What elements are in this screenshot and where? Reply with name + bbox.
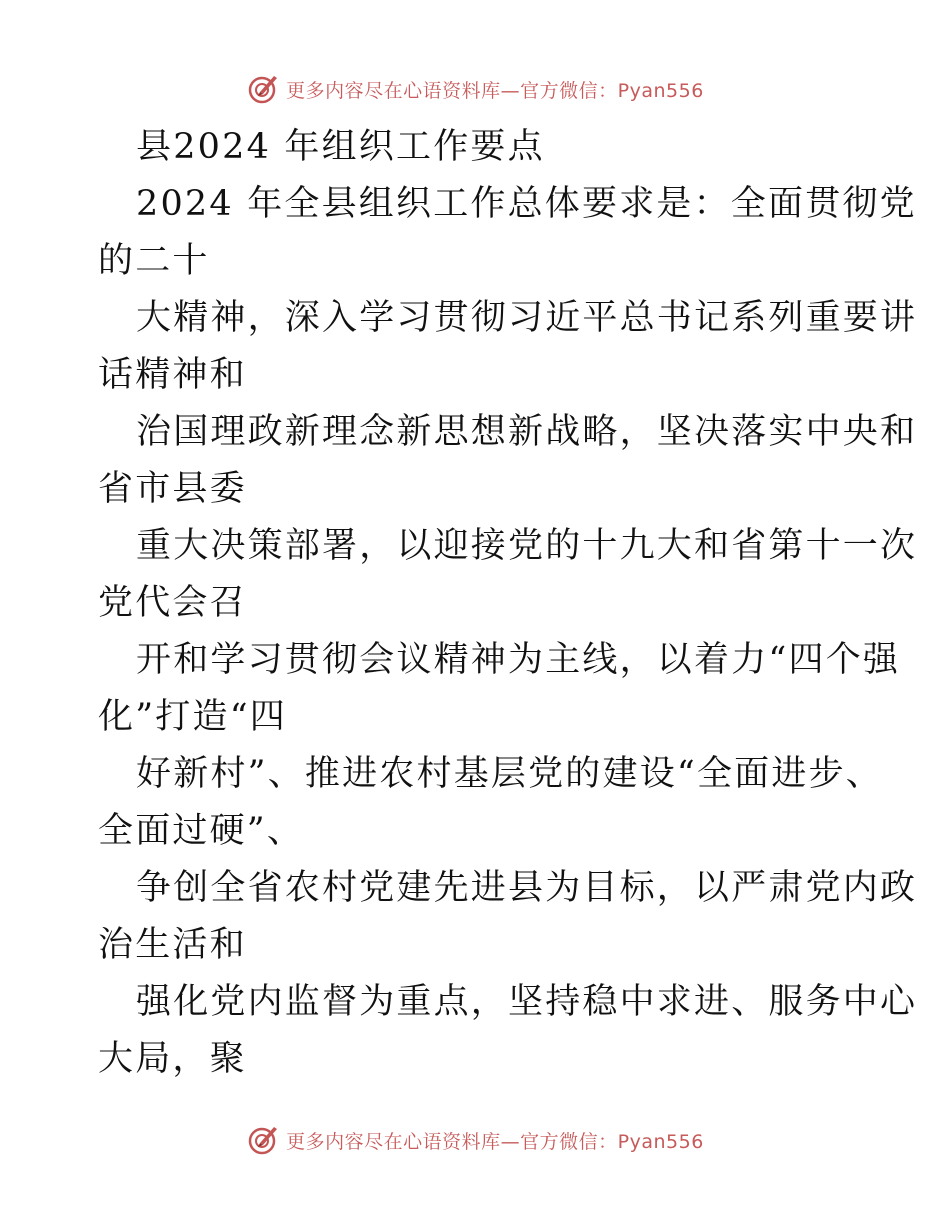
header-watermark	[0, 72, 950, 106]
paragraph-line: 话精神和	[98, 355, 247, 395]
paragraph-line: 治生活和	[98, 925, 247, 965]
paragraph-line: 开和学习贯彻会议精神为主线，以着力“四个强	[136, 640, 901, 680]
document-title: 县2024 年组织工作要点	[136, 127, 545, 167]
quill-pen-circle-icon	[246, 1123, 280, 1157]
watermark-text: 更多内容尽在心语资料库—官方微信：Pyan556	[286, 79, 704, 102]
paragraph-line: 强化党内监督为重点，坚持稳中求进、服务中心	[136, 982, 918, 1022]
paragraph-line: 治国理政新理念新思想新战略，坚决落实中央和	[136, 412, 918, 452]
paragraph-line: 争创全省农村党建先进县为目标，以严肃党内政	[136, 868, 918, 908]
paragraph-line: 省市县委	[98, 469, 247, 509]
paragraph-line: 2024 年全县组织工作总体要求是：全面贯彻党	[136, 184, 917, 224]
footer-watermark	[0, 1123, 950, 1157]
watermark-text: 更多内容尽在心语资料库—官方微信：Pyan556	[286, 1130, 704, 1153]
paragraph-line: 全面过硬”、	[98, 811, 305, 851]
document-body	[98, 122, 918, 1091]
quill-pen-circle-icon	[246, 72, 280, 106]
paragraph-line: 重大决策部署，以迎接党的十九大和省第十一次	[136, 526, 918, 566]
paragraph-line: 党代会召	[98, 583, 247, 623]
paragraph-line: 大精神，深入学习贯彻习近平总书记系列重要讲	[136, 298, 918, 338]
paragraph-line: 的二十	[98, 241, 210, 281]
paragraph-line: 好新村”、推进农村基层党的建设“全面进步、	[136, 754, 883, 794]
paragraph-line: 化”打造“四	[98, 697, 287, 737]
paragraph-line: 大局，聚	[98, 1039, 247, 1079]
